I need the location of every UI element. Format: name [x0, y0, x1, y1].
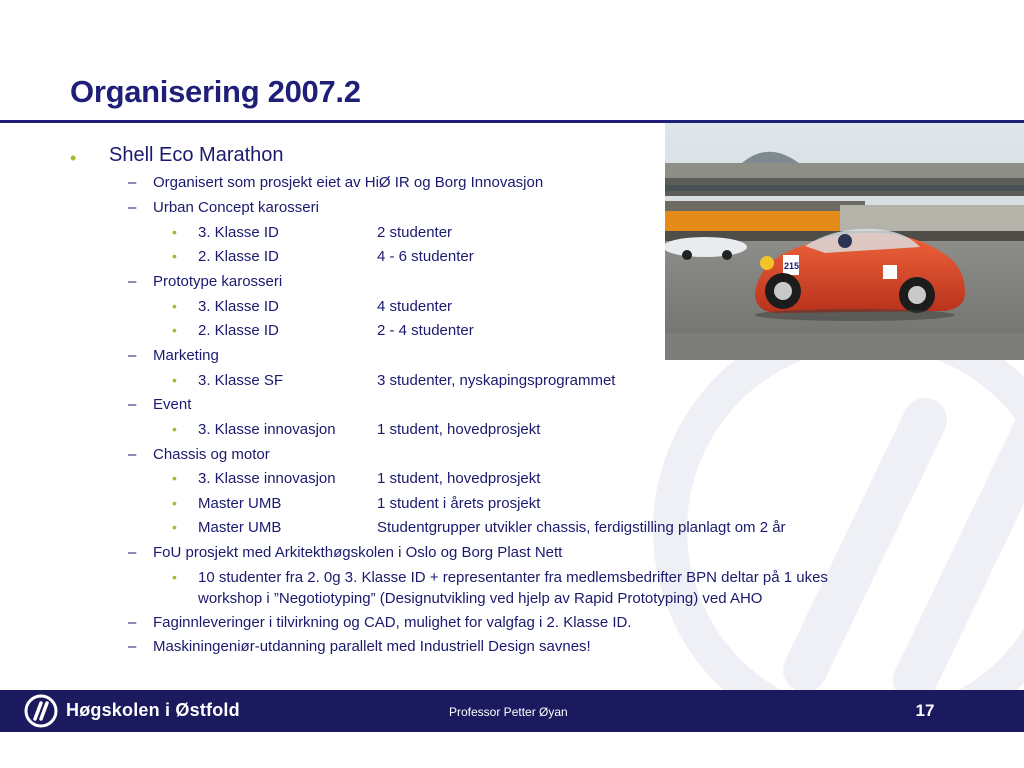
list-item-label: 3. Klasse innovasjon	[198, 470, 336, 487]
list-item-label: Master UMB	[198, 495, 282, 512]
list-item-label: 3. Klasse SF	[198, 372, 284, 389]
list-item-label: 2. Klasse ID	[198, 322, 279, 339]
list-item-label: 2. Klasse ID	[198, 248, 279, 265]
list-item-value: 4 - 6 studenter	[377, 248, 474, 265]
dash-marker: –	[128, 396, 137, 413]
list-item-value: 4 studenter	[377, 298, 453, 315]
list-item-value: 1 student, hovedprosjekt	[377, 421, 541, 438]
list-item: Chassis og motor	[153, 446, 270, 463]
dash-marker: –	[128, 638, 137, 655]
list-item: Organisert som prosjekt eiet av HiØ IR og Borg Innovasjon	[153, 174, 544, 191]
hiof-logo-icon	[24, 694, 58, 728]
presenter-name: Professor Petter Øyan	[449, 705, 568, 719]
list-item: Urban Concept karosseri	[153, 199, 319, 216]
list-item: 10 studenter fra 2. 0g 3. Klasse ID + representanter fra medlemsbedrifter BPN deltar på 1 ukes	[198, 569, 828, 586]
slide-title: Organisering 2007.2	[70, 74, 361, 109]
dash-marker: –	[128, 347, 137, 364]
bullet-marker: •	[70, 148, 77, 168]
bullet-marker: •	[172, 372, 177, 388]
dash-marker: –	[128, 614, 137, 631]
bullet-marker: •	[172, 495, 177, 511]
list-item-value: Studentgrupper utvikler chassis, ferdigstilling planlagt om 2 år	[377, 519, 786, 536]
bullet-marker: •	[172, 470, 177, 486]
list-item-label: 3. Klasse innovasjon	[198, 421, 336, 438]
dash-marker: –	[128, 174, 137, 191]
list-item: Event	[153, 396, 192, 413]
list-item-label: 3. Klasse ID	[198, 224, 279, 241]
page-number: 17	[915, 701, 935, 720]
dash-marker: –	[128, 544, 137, 561]
bullet-marker: •	[172, 421, 177, 437]
bullet-marker: •	[172, 519, 177, 535]
list-item: FoU prosjekt med Arkitekthøgskolen i Oslo og Borg Plast Nett	[153, 544, 563, 561]
car-number-label: 215	[784, 261, 800, 271]
list-item-value: 2 - 4 studenter	[377, 322, 474, 339]
list-item-value: 2 studenter	[377, 224, 453, 241]
bullet-marker: •	[172, 248, 177, 264]
list-item: Prototype karosseri	[153, 273, 283, 290]
list-item: Marketing	[153, 347, 219, 364]
institution-name: Høgskolen i Østfold	[66, 700, 240, 720]
list-item: Faginnleveringer i tilvirkning og CAD, mulighet for valgfag i 2. Klasse ID.	[153, 614, 632, 631]
bullet-marker: •	[172, 224, 177, 240]
slide-footer	[0, 690, 1024, 732]
dash-marker: –	[128, 273, 137, 290]
list-item: Maskiningeniør-utdanning parallelt med Industriell Design savnes!	[153, 638, 591, 655]
main-bullet: Shell Eco Marathon	[109, 144, 284, 166]
list-item-value: 3 studenter, nyskapingsprogrammet	[377, 372, 616, 389]
bullet-marker: •	[172, 322, 177, 338]
bullet-marker: •	[172, 298, 177, 314]
list-item-continuation: workshop i ”Negotiotyping” (Designutvikling ved hjelp av Rapid Prototyping) ved AHO	[198, 590, 763, 607]
list-item-label: Master UMB	[198, 519, 282, 536]
list-item-value: 1 student, hovedprosjekt	[377, 470, 541, 487]
dash-marker: –	[128, 199, 137, 216]
list-item-value: 1 student i årets prosjekt	[377, 495, 541, 512]
list-item-label: 3. Klasse ID	[198, 298, 279, 315]
dash-marker: –	[128, 446, 137, 463]
bullet-marker: •	[172, 569, 177, 585]
